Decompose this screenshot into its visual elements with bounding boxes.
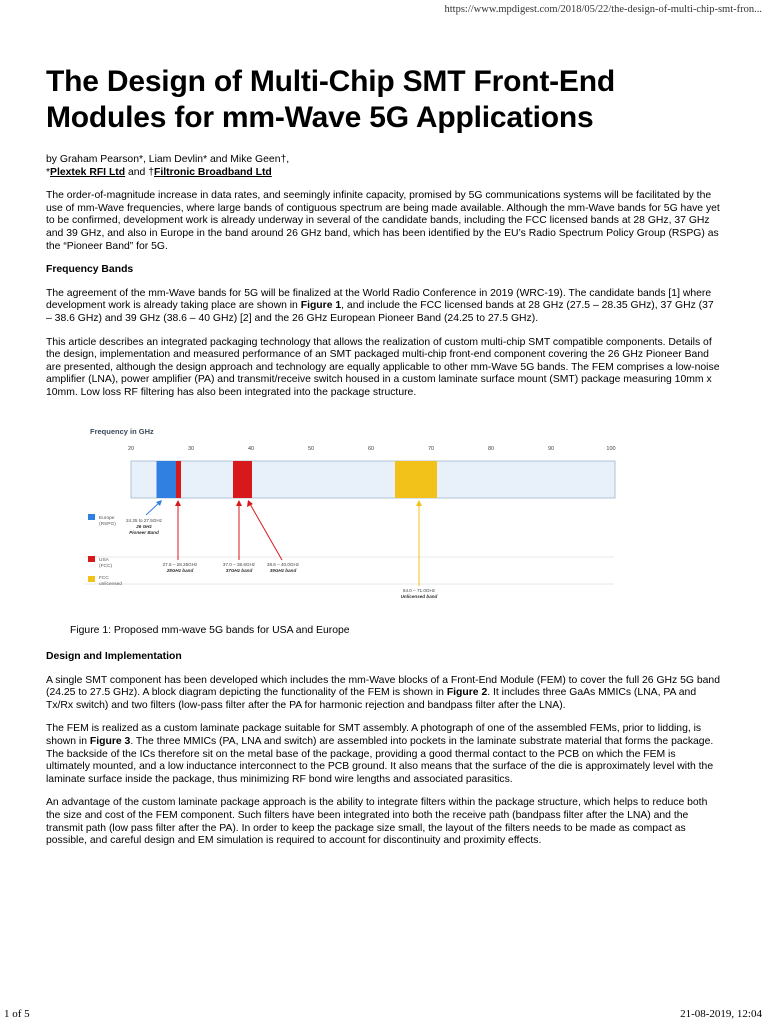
eu-range: 24.25 to 27.5GHz [125, 517, 163, 523]
eu-name-2: Pioneer Band [129, 529, 159, 535]
unl-range: 64.0 – 71.0GHz [402, 587, 436, 593]
tick-30: 30 [187, 445, 195, 452]
band-usa-37-39ghz [233, 461, 252, 498]
arrowhead-unlicensed [416, 500, 422, 506]
figure-1 [84, 424, 624, 609]
tick-90: 90 [547, 445, 555, 452]
figure2-ref: Figure 2 [446, 687, 488, 699]
tick-70: 70 [427, 445, 435, 452]
chart-title: Frequency in GHz [90, 426, 154, 436]
design-paragraph-1 [46, 675, 722, 713]
byline [46, 154, 722, 179]
legend-europe: Europe [99, 515, 115, 521]
frequency-paragraph-2: This article describes an integrated packaging technology that allows the realization of custom multi-chip SMT compatible components. Details of the design, implementation and measured performance of an SMT packaged multi-chip front-end component covering the 26 GHz Pioneer Band are presented, although the design approach and technology are equally applicable to other mm-Wave 5G bands. The FEM comprises a low-noise amplifier (LNA), power amplifier (PA) and transmit/receive switch housed in a custom laminate surface mount (SMT) package measuring 10mm x 10mm. Low loss RF filtering has also been integrated into the package structure. [46, 336, 720, 398]
arrow-39ghz [250, 504, 282, 560]
frequency-axis-bar [131, 461, 615, 498]
figure1-ref: Figure 1 [300, 300, 342, 312]
tick-100: 100 [606, 445, 616, 452]
page-number: 1 of 5 [4, 1008, 30, 1020]
freq-p1-b: , and include the FCC licensed bands at 28 GHz (27.5 – 28.35 GHz), 37 GHz (37 – 38.6 GHz) and 39 GHz (38.6 – 40 GHz) [2] and the 26 GHz European Pioneer Band (24.25 to 27.5 GHz). [46, 300, 714, 324]
legend-europe-sub: (RSPG) [99, 521, 116, 527]
tick-80: 80 [487, 445, 495, 452]
band-europe-26ghz [157, 461, 177, 498]
arrowhead-37ghz [236, 500, 242, 506]
tick-60: 60 [367, 445, 375, 452]
b28-name: 28GHz band [166, 567, 194, 573]
section-heading-frequency-bands: Frequency Bands [46, 264, 134, 276]
unl-name: Unlicensed band [400, 593, 438, 599]
tick-50: 50 [307, 445, 315, 452]
design-p2-b: . The three MMICs (PA, LNA and switch) are assembled into pockets in the laminate substrate material that forms the package. The backside of the ICs therefore sit on the metal base of the package, providing a good thermal contact to the PCB on which the FEM is ultimately mounted, and a low inductance interconnect to the PCB ground. It also means that the surface of the die is approximately level with the laminate surface inside the package, thus minimizing RF bond wire lengths and associated parasitics. [46, 736, 714, 785]
legend-fcc: FCC [99, 575, 109, 581]
tick-40: 40 [247, 445, 255, 452]
design-p1-b: . It includes three GaAs MMICs (LNA, PA and Tx/Rx switch) and two filters (low-pass filter after the PA for harmonic rejection and bandpass filter after the LNA). [46, 687, 697, 711]
byline-and: and † [125, 166, 154, 178]
arrowhead-28ghz [175, 500, 181, 506]
band-fcc-unlicensed [395, 461, 437, 498]
print-datetime: 21-08-2019, 12:04 [680, 1008, 762, 1020]
design-p2-a: The FEM is realized as a custom laminate package suitable for SMT assembly. A photograph of one of the assembled FEMs, prior to lidding, is shown in [46, 723, 702, 748]
section-heading-design: Design and Implementation [46, 651, 182, 663]
b39-range: 38.6 – 40.0GHz [266, 561, 300, 567]
legend-usa-sub: (FCC) [99, 563, 113, 569]
frequency-paragraph-1 [46, 288, 722, 326]
band-usa-28ghz [176, 461, 181, 498]
article-title: The Design of Multi-Chip SMT Front-End Modules for mm-Wave 5G Applications [46, 65, 615, 134]
arrow-europe [146, 502, 160, 515]
arrowhead-39ghz [247, 500, 253, 507]
filtronic-link[interactable]: Filtronic Broadband Ltd [154, 166, 272, 178]
legend-swatch-europe [88, 514, 95, 520]
legend-usa: USA [99, 557, 109, 563]
page-url: https://www.mpdigest.com/2018/05/22/the-design-of-multi-chip-smt-fron... [444, 4, 762, 15]
tick-labels [128, 446, 616, 452]
eu-name-1: 26 GHz [136, 523, 152, 529]
design-paragraph-3: An advantage of the custom laminate package approach is the ability to integrate filters within the package structure, which helps to reduce both the size and cost of the FEM component. Such filters have been integrated into both the receive path (bandpass filter after the LNA) and the transmit path (low pass filter after the PA). In order to keep the package size small, the layout of the filters needs to be made as compact as possible, and careful design and EM simulation is required to account for discontinuity and proximity effects. [46, 797, 708, 847]
article [46, 64, 722, 848]
intro-paragraph: The order-of-magnitude increase in data rates, and seemingly infinite capacity, promised by 5G communications systems will be facilitated by the use of mm-Wave frequencies, where large bands of contiguous spectrum are being made available. Although the mm-Wave bands for 5G have yet to be confirmed, development work is already underway in several of the candidate bands, including the FCC licensed bands at 28 GHz, 37 GHz and 39 GHz, and also in Europe in the band around 26 GHz band, which has been identified by the EU’s Radio Spectrum Policy Group (RSPG) as the “Pioneer Band” for 5G. [46, 190, 720, 252]
legend-swatch-usa [88, 556, 95, 562]
legend-swatch-fcc [88, 576, 95, 582]
figure-1-caption: Figure 1: Proposed mm-wave 5G bands for USA and Europe [70, 624, 350, 636]
plextek-link[interactable]: Plextek RFI Ltd [50, 166, 126, 178]
figure-1-chart [84, 424, 624, 609]
freq-p1-a: The agreement of the mm-Wave bands for 5G will be finalized at the World Radio Conference in 2019 (WRC-19). The candidate bands [1] where development work is already taking place are shown in [46, 287, 712, 312]
b28-range: 27.5 – 28.35GHz [162, 561, 198, 567]
design-p1-a: A single SMT component has been developed which includes the mm-Wave blocks of a Front-End Module (FEM) to cover the full 26 GHz 5G band (24.25 to 27.5 GHz). A block diagram depicting the functionality of the FEM is shown in [46, 674, 720, 699]
b37-range: 37.0 – 38.6GHz [222, 561, 256, 567]
figure3-ref: Figure 3 [89, 736, 131, 748]
legend-fcc-sub: unlicensed [99, 581, 122, 587]
byline-star: * [46, 166, 51, 178]
b39-name: 39GHz band [269, 567, 297, 573]
design-paragraph-2 [46, 723, 722, 786]
byline-authors: by Graham Pearson*, Liam Devlin* and Mike Geen†, [46, 154, 290, 165]
b37-name: 37GHz band [225, 567, 253, 573]
tick-20: 20 [127, 445, 135, 452]
